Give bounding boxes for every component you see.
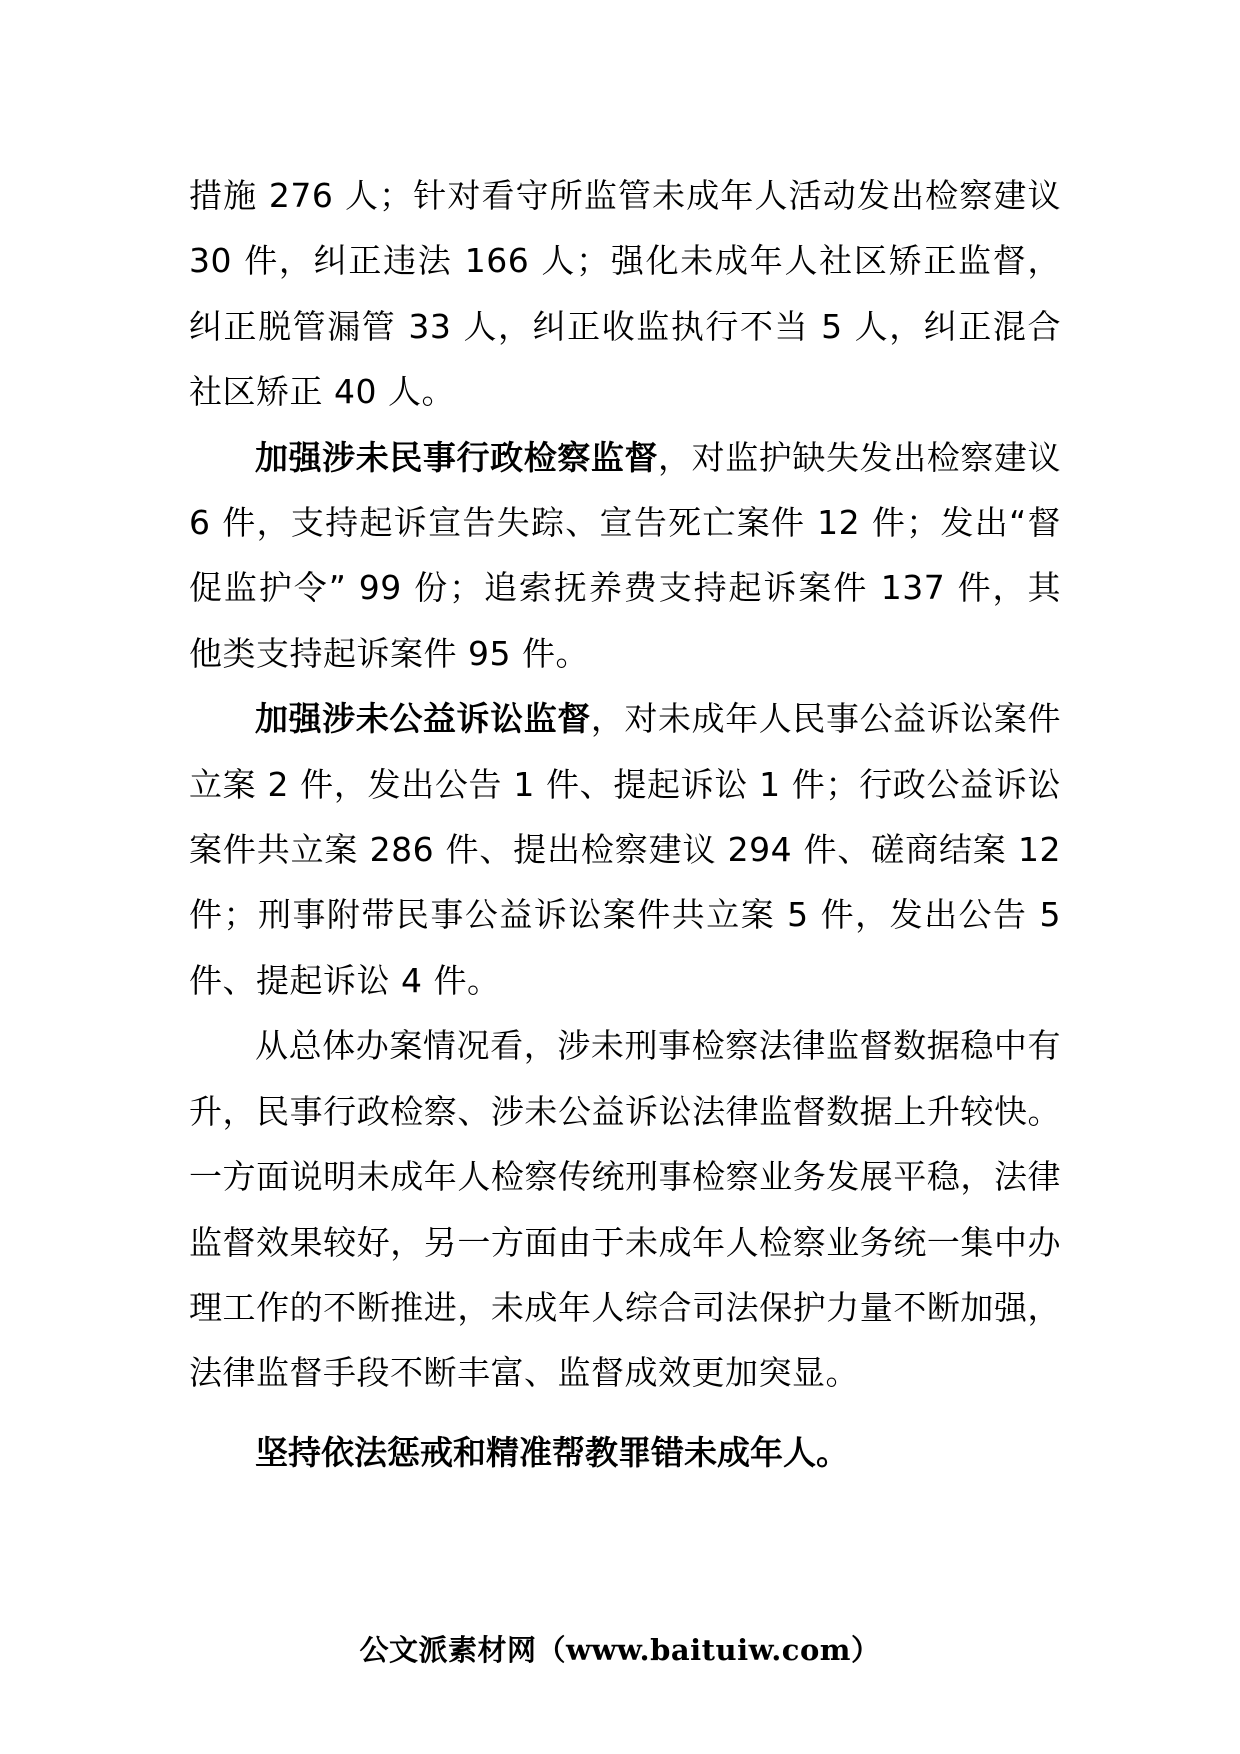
paragraph-public-interest <box>189 686 1061 1013</box>
paragraph-text: 措施 276 人；针对看守所监管未成年人活动发出检察建议 30 件，纠正违法 166 人；强化未成年人社区矫正监督，纠正脱管漏管 33 人，纠正收监执行不当 5 人，纠正混合社区矫正 40 人。 <box>189 176 1061 412</box>
paragraph-civil-administrative <box>189 425 1061 687</box>
section-heading: 坚持依法惩戒和精准帮教罪错未成年人。 <box>255 1432 849 1472</box>
document-body <box>189 163 1061 1485</box>
footer-watermark: 公文派素材网（www.baituiw.com） <box>359 1633 881 1667</box>
paragraph-lead: 加强涉未民事行政检察监督 <box>255 437 659 477</box>
paragraph-text: ，对未成年人民事公益诉讼案件立案 2 件，发出公告 1 件、提起诉讼 1 件；行政公益诉讼案件共立案 286 件、提出检察建议 294 件、磋商结案 12 件；刑事附带民事公益诉讼案件共立案 5 件，发出公告 5 件、提起诉讼 4 件。 <box>189 699 1062 1000</box>
paragraph-text: 从总体办案情况看，涉未刑事检察法律监督数据稳中有升，民事行政检察、涉未公益诉讼法律监督数据上升较快。一方面说明未成年人检察传统刑事检察业务发展平稳，法律监督效果较好，另一方面由于未成年人检察业务统一集中办理工作的不断推进，未成年人综合司法保护力量不断加强，法律监督手段不断丰富、监督成效更加突显。 <box>189 1026 1061 1393</box>
paragraph-summary <box>189 1013 1061 1405</box>
paragraph-lead: 加强涉未公益诉讼监督 <box>255 699 591 739</box>
paragraph-text: ，对监护缺失发出检察建议 6 件，支持起诉宣告失踪、宣告死亡案件 12 件；发出“督促监护令” 99 份；追索抚养费支持起诉案件 137 件，其他类支持起诉案件 95 件。 <box>189 437 1062 673</box>
paragraph-continuation <box>189 163 1061 425</box>
